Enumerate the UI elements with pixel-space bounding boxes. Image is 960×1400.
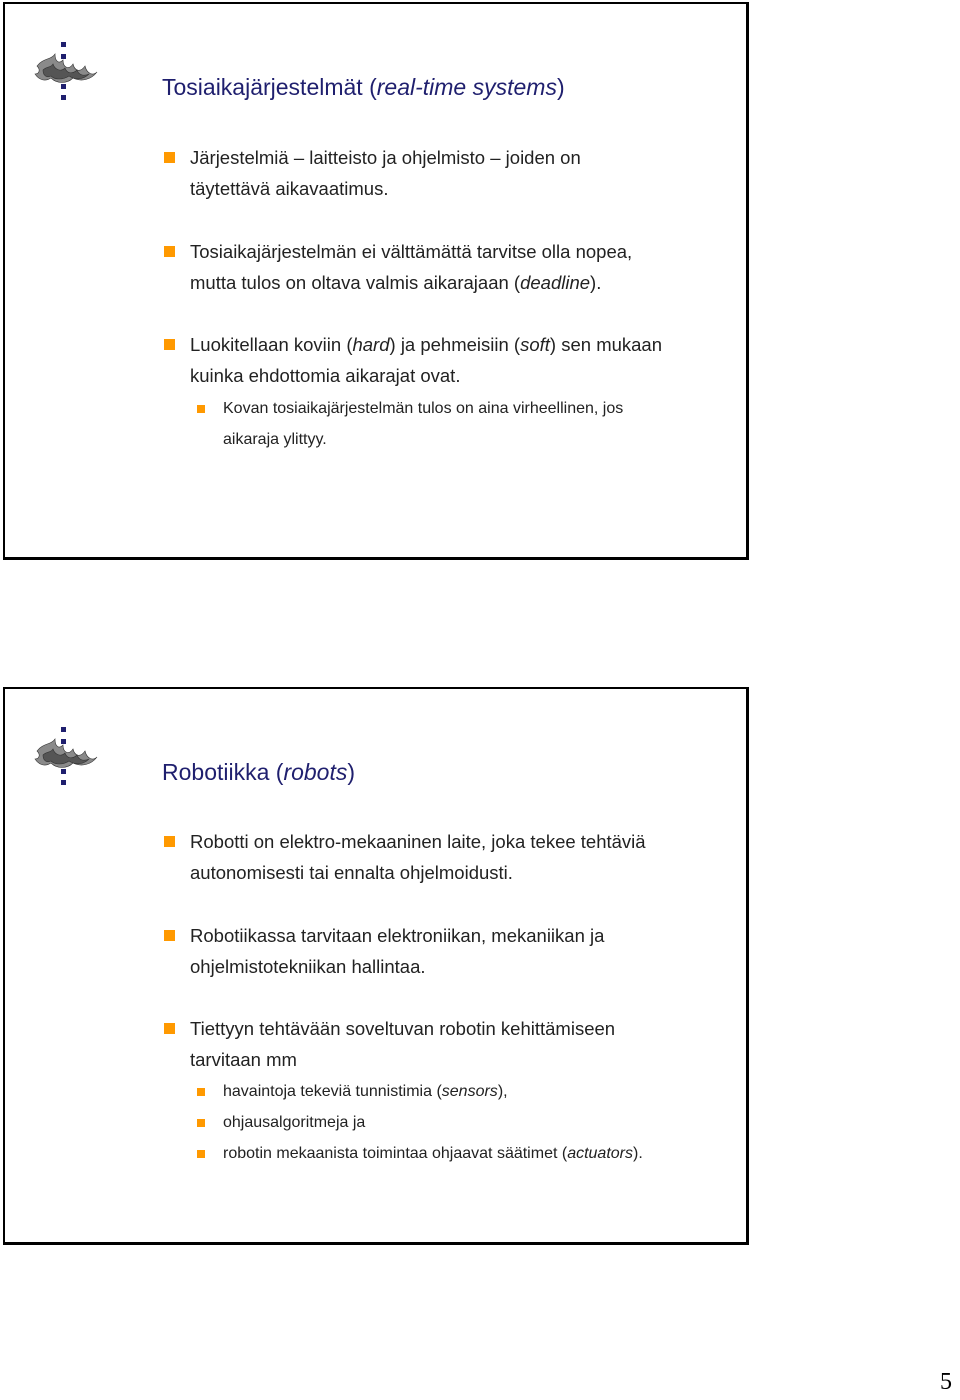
sub-bullet-item: Kovan tosiaikajärjestelmän tulos on aina virheellinen, jos aikaraja ylittyy. (197, 393, 623, 455)
slide-title: Tosiaikajärjestelmät (real-time systems) (162, 74, 565, 100)
sub-bullet-item: havaintoja tekeviä tunnistimia (sensors), (197, 1076, 508, 1107)
bullet-item: Robotti on elektro-mekaaninen laite, joka tekee tehtäviä autonomisesti tai ennalta ohjelmoidusti. (164, 826, 646, 888)
sub-bullet-square-icon (197, 405, 205, 413)
slide-real-time-systems (3, 2, 749, 560)
bullet-item: Tiettyyn tehtävään soveltuvan robotin kehittämiseen tarvitaan mm (164, 1013, 615, 1075)
bullet-square-icon (164, 339, 175, 350)
page-number: 5 (940, 1369, 952, 1395)
slide-robotics (3, 687, 749, 1245)
bullet-square-icon (164, 152, 175, 163)
sub-bullet-item: ohjausalgoritmeja ja (197, 1107, 365, 1138)
university-flame-logo-icon (33, 40, 99, 102)
bullet-square-icon (164, 1023, 175, 1034)
sub-bullet-square-icon (197, 1088, 205, 1096)
bullet-square-icon (164, 246, 175, 257)
bullet-item: Järjestelmiä – laitteisto ja ohjelmisto – joiden on täytettävä aikavaatimus. (164, 142, 581, 204)
bullet-item: Robotiikassa tarvitaan elektroniikan, mekaniikan ja ohjelmistotekniikan hallintaa. (164, 920, 604, 982)
sub-bullet-square-icon (197, 1119, 205, 1127)
sub-bullet-item: robotin mekaanista toimintaa ohjaavat säätimet (actuators). (197, 1138, 643, 1169)
bullet-square-icon (164, 930, 175, 941)
bullet-square-icon (164, 836, 175, 847)
bullet-item: Luokitellaan koviin (hard) ja pehmeisiin (soft) sen mukaan kuinka ehdottomia aikarajat ovat. (164, 329, 662, 391)
sub-bullet-square-icon (197, 1150, 205, 1158)
university-flame-logo-icon (33, 725, 99, 787)
bullet-item: Tosiaikajärjestelmän ei välttämättä tarvitse olla nopea, mutta tulos on oltava valmis aikarajaan (deadline). (164, 236, 632, 298)
slide-title: Robotiikka (robots) (162, 759, 356, 785)
